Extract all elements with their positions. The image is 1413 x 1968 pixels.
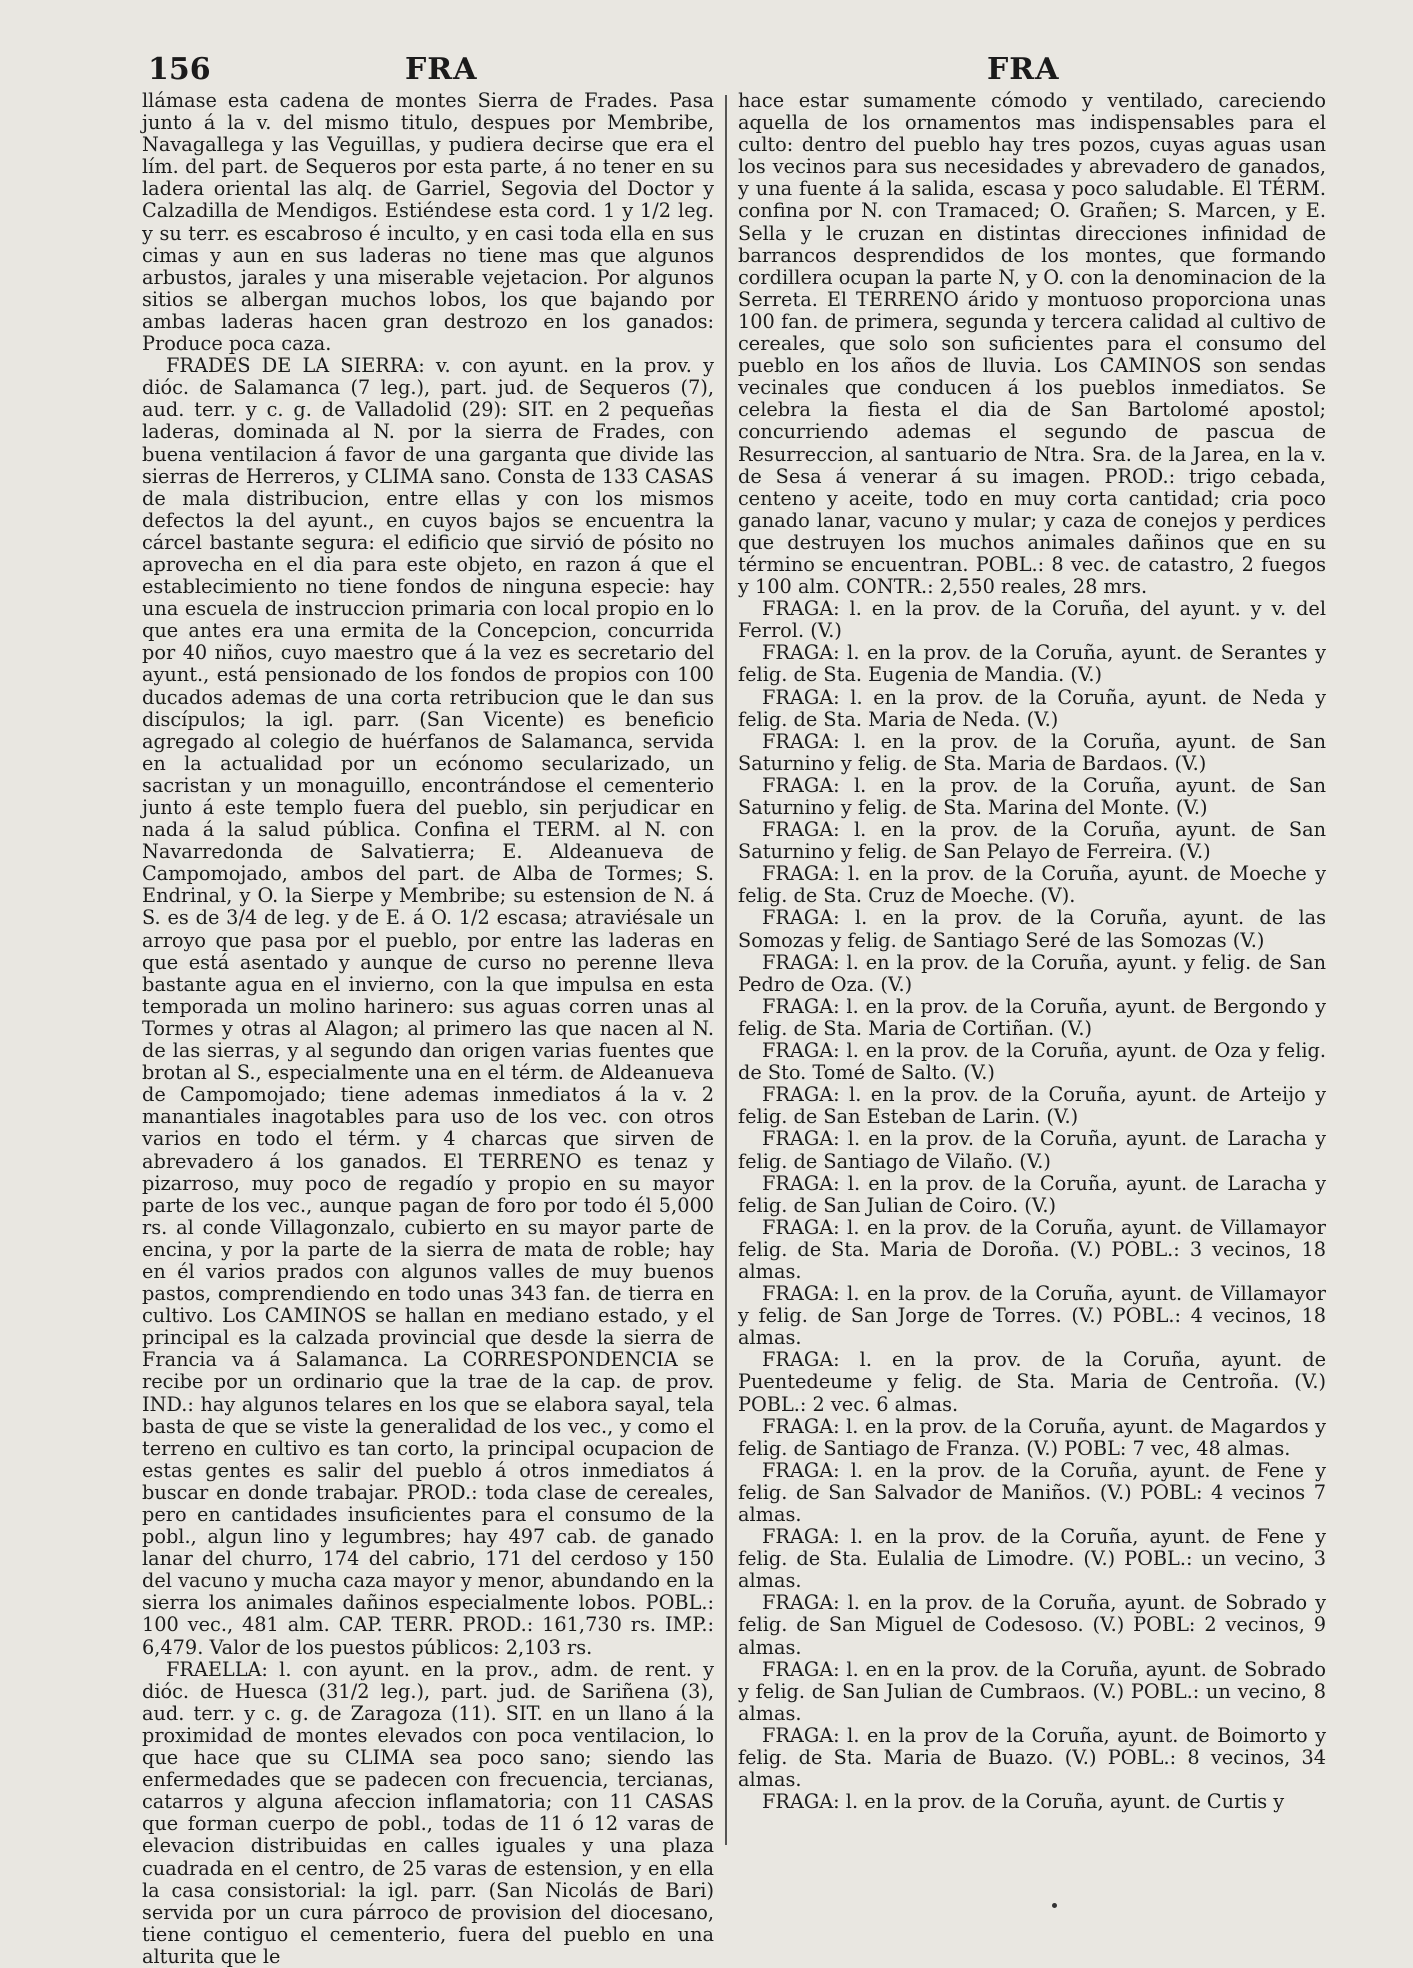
paragraph: FRAGA: l. en la prov. de la Coruña, ayunt. de Laracha y felig. de Santiago de Vilaño. (V.) <box>738 1127 1326 1173</box>
paragraph: FRAGA: l. en la prov. de la Coruña, ayunt. de San Saturnino y felig. de San Pelayo de Ferreira. (V.) <box>738 818 1326 864</box>
paragraph: FRAGA: l. en la prov. de la Coruña, ayunt. de Villamayor y felig. de San Jorge de Torres. (V.) POBL.: 4 vecinos, 18 almas. <box>738 1282 1326 1350</box>
paragraph: FRAGA: l. en la prov. de la Coruña, ayunt. de Villamayor felig. de Sta. Maria de Doroña. (V.) POBL.: 3 vecinos, 18 almas. <box>738 1215 1326 1283</box>
paragraph: FRAGA: l. en la prov. de la Coruña, ayunt. de Laracha y felig. de San Julian de Coiro. (V.) <box>738 1171 1326 1217</box>
paragraph: FRAGA: l. en la prov. de la Coruña, ayunt. de Curtis y <box>762 1790 1285 1814</box>
paragraph: FRAGA: l. en en la prov. de la Coruña, ayunt. de Sobrado y felig. de San Julian de Cumbraos. (V.) POBL.: un vecino, 8 almas. <box>738 1657 1326 1725</box>
paragraph: hace estar sumamente cómodo y ventilado, careciendo aquella de los ornamentos mas indispensables para el culto: dentro del pueblo hay tres pozos, cuyas aguas usan los vecinos para sus necesidades y abrevadero de ganados, y una fuente á la salida, escasa y poco saludable. El TÉRM. confina por N. con Tramaced; O. Grañen; S. Marcen, y E. Sella y le cruzan en distintas direcciones infinidad de barrancos desprendidos de los montes, que formando cordillera ocupan la parte N, y O. con la denominacion de la Serreta. El TERRENO árido y montuoso proporciona unas 100 fan. de primera, segunda y tercera calidad al cultivo de cereales, que solo son suficientes para el consumo del pueblo en los años de lluvia. Los CAMINOS son sendas vecinales que conducen á los pueblos inmediatos. Se celebra la fiesta el dia de San Bartolomé apostol; concurriendo ademas el segundo de pascua de Resurreccion, al santuario de Ntra. Sra. de la Jarea, en la v. de Sesa á venerar á su imagen. PROD.: trigo cebada, centeno y aceite, todo en muy corta cantidad; cria poco ganado lanar, vacuno y mular; y caza de conejos y perdices que destruyen los muchos animales dañinos que en su término se encuentran. POBL.: 8 vec. de catastro, 2 fuegos y 100 alm. CONTR.: 2,550 reales, 28 mrs. <box>738 89 1326 599</box>
paragraph: FRAGA: l. en la prov. de la Coruña, ayunt. de Arteijo y felig. de San Esteban de Larin. (V.) <box>738 1083 1326 1129</box>
paragraph: FRAGA: l. en la prov. de la Coruña, ayunt. de Fene y felig. de San Salvador de Maniños. (V.) POBL: 4 vecinos 7 almas. <box>738 1458 1326 1526</box>
page-header <box>0 52 1413 92</box>
paragraph: FRAGA: l. en la prov. de la Coruña, ayunt. de Sobrado y felig. de San Miguel de Codesoso. (V.) POBL: 2 vecinos, 9 almas. <box>738 1591 1326 1659</box>
paragraph: FRAGA: l. en la prov. de la Coruña, ayunt. de Serantes y felig. de Sta. Eugenia de Mandia. (V.) <box>738 641 1326 687</box>
paragraph: FRAGA: l. en la prov. de la Coruña, ayunt. de Bergondo y felig. de Sta. Maria de Cortiñan. (V.) <box>738 994 1326 1040</box>
page-number: 156 <box>148 52 211 87</box>
paragraph: FRAGA: l. en la prov. de la Coruña, ayunt. de Oza y felig. de Sto. Tomé de Salto. (V.) <box>738 1039 1326 1085</box>
paragraph: FRAGA: l. en la prov de la Coruña, ayunt. de Boimorto y felig. de Sta. Maria de Buazo. (V.) POBL.: 8 vecinos, 34 almas. <box>738 1723 1326 1792</box>
paragraph: FRAGA: l. en la prov. de la Coruña, ayunt. de Magardos y felig. de Santiago de Franza. (V.) POBL: 7 vec, 48 almas. <box>738 1414 1326 1460</box>
paragraph: FRAGA: l. en la prov. de la Coruña, ayunt. de las Somozas y felig. de Santiago Seré de las Somozas (V.) <box>738 906 1326 952</box>
paragraph: FRAELLA: l. con ayunt. en la prov., adm. de rent. y dióc. de Huesca (31/2 leg.), part. jud. de Sariñena (3), aud. terr. y c. g. de Zaragoza (11). SIT. en un llano á la proximidad de montes elevados con poca ventilacion, lo que hace que su CLIMA sea poco sano; siendo las enfermedades que se padecen con frecuencia, tercianas, catarros y alguna afeccion inflamatoria; con 11 CASAS que forman cuerpo de pobl., todas de 11 ó 12 varas de elevacion distribuidas en calles iguales y una plaza cuadrada en el centro, de 25 varas de estension, y en ella la casa consistorial: la igl. parr. (San Nicolás de Bari) servida por un cura párroco de provision del diocesano, tiene contiguo el cementerio, fuera del pueblo en una alturita que le <box>142 1657 714 1968</box>
paragraph: FRAGA: l. en la prov. de la Coruña, ayunt. de Neda y felig. de Sta. Maria de Neda. (V.) <box>738 685 1326 731</box>
left-column <box>142 90 714 1968</box>
printer-mark <box>1052 1903 1057 1908</box>
paragraph: FRAGA: l. en la prov. de la Coruña, ayunt. de San Saturnino y felig. de Sta. Maria de Bardaos. (V.) <box>738 729 1326 775</box>
paragraph: FRAGA: l. en la prov. de la Coruña, ayunt. de Puentedeume y felig. de Sta. Maria de Centroña. (V.) POBL.: 2 vec. 6 almas. <box>738 1348 1326 1416</box>
paragraph: llámase esta cadena de montes Sierra de Frades. Pasa junto á la v. del mismo titulo, despues por Membribe, Navagallega y las Veguillas, y pudiera decirse que era el lím. del part. de Sequeros por esta parte, á no tener en su ladera oriental las alq. de Garriel, Segovia del Doctor y Calzadilla de Mendigos. Estiéndese esta cord. 1 y 1/2 leg. y su terr. es escabroso é inculto, y en casi toda ella en sus cimas y aun en sus laderas no tiene mas que algunos arbustos, jarales y una miserable vejetacion. Por algunos sitios se albergan muchos lobos, los que bajando por ambas laderas hacen gran destrozo en los ganados: Produce poca caza. <box>142 89 714 356</box>
column-divider <box>725 95 727 1845</box>
paragraph: FRAGA: l. en la prov. de la Coruña, del ayunt. y v. del Ferrol. (V.) <box>738 597 1326 643</box>
right-running-head: FRA <box>987 52 1060 87</box>
right-column <box>738 90 1326 1813</box>
paragraph: FRAGA: l. en la prov. de la Coruña, ayunt. y felig. de San Pedro de Oza. (V.) <box>738 950 1326 996</box>
left-running-head: FRA <box>405 52 478 87</box>
paragraph: FRAGA: l. en la prov. de la Coruña, ayunt. de San Saturnino y felig. de Sta. Marina del Monte. (V.) <box>738 773 1326 819</box>
paragraph: FRAGA: l. en la prov. de la Coruña, ayunt. de Moeche y felig. de Sta. Cruz de Moeche. (V). <box>738 862 1326 908</box>
paragraph: FRAGA: l. en la prov. de la Coruña, ayunt. de Fene y felig. de Sta. Eulalia de Limodre. (V.) POBL.: un vecino, 3 almas. <box>738 1525 1326 1593</box>
paragraph: FRADES DE LA SIERRA: v. con ayunt. en la prov. y dióc. de Salamanca (7 leg.), part. jud. de Sequeros (7), aud. terr. y c. g. de Valladolid (29): SIT. en 2 pequeñas laderas, dominada al N. por la sierra de Frades, con buena ventilacion á favor de una garganta que divide las sierras de Herreros, y CLIMA sano. Consta de 133 CASAS de mala distribucion, entre ellas y con los mismos defectos la del ayunt., en cuyos bajos se encuentra la cárcel bastante segura: el edificio que sirvió de pósito no aprovecha en el dia para este objeto, en razon á que el establecimiento no tiene fondos de ninguna especie: hay una escuela de instruccion primaria con local propio en lo que antes era una ermita de la Concepcion, concurrida por 40 niños, cuyo maestro que á la vez es secretario del ayunt., está pensionado de los fondos de propios con 100 ducados ademas de una corta retribucion que le dan sus discípulos; la igl. parr. (San Vicente) es beneficio agregado al colegio de huérfanos de Salamanca, servida en la actualidad por un ecónomo secularizado, un sacristan y un monaguillo, encontrándose el cementerio junto á este templo fuera del pueblo, sin perjudicar en nada á la salud pública. Confina el TERM. al N. con Navarredonda de Salvatierra; E. Aldeanueva de Campomojado, ambos del part. de Alba de Tormes; S. Endrinal, y O. la Sierpe y Membribe; su estension de N. á S. es de 3/4 de leg. y de E. á O. 1/2 escasa; atraviésale un arroyo que pasa por el pueblo, por entre las laderas en que está asentado y aunque de curso no perenne lleva bastante agua en el invierno, con la que impulsa en esta temporada un molino harinero: sus aguas corren unas al Tormes y otras al Alagon; al primero las que nacen al N. de las sierras, y al segundo dan origen varias fuentes que brotan al S., especialmente una en el térm. de Aldeanueva de Campomojado; tiene ademas inmediatos á la v. 2 manantiales inagotables para uso de los vec. con otros varios en todo el térm. y 4 charcas que sirven de abrevadero á los ganados. El TERRENO es tenaz y pizarroso, muy poco de regadío y propio en su mayor parte de los vec., aunque pagan de foro por todo él 5,000 rs. al conde Villagonzalo, cubierto en su mayor parte de encina, y por la parte de la sierra de mata de roble; hay en él varios prados con algunos valles de muy buenos pastos, comprendiendo en todo unas 343 fan. de tierra en cultivo. Los CAMINOS se hallan en mediano estado, y el principal es la calzada provincial que desde la sierra de Francia va á Salamanca. La CORRESPONDENCIA se recibe por un ordinario que la trae de la cap. de prov. IND.: hay algunos telares en los que se elabora sayal, tela basta de que se viste la generalidad de los vec., y como el terreno en cultivo es tan corto, la principal ocupacion de estas gentes es salir del pueblo á otros inmediatos á buscar en donde trabajar. PROD.: toda clase de cereales, pero en cantidades insuficientes para el consumo de la pobl., algun lino y legumbres; hay 497 cab. de ganado lanar del churro, 174 del cabrio, 171 del cerdoso y 150 del vacuno y mucha caza mayor y menor, abundando en la sierra los animales dañinos especialmente lobos. POBL.: 100 vec., 481 alm. CAP. TERR. PROD.: 161,730 rs. IMP.: 6,479. Valor de los puestos públicos: 2,103 rs. <box>142 354 714 1659</box>
